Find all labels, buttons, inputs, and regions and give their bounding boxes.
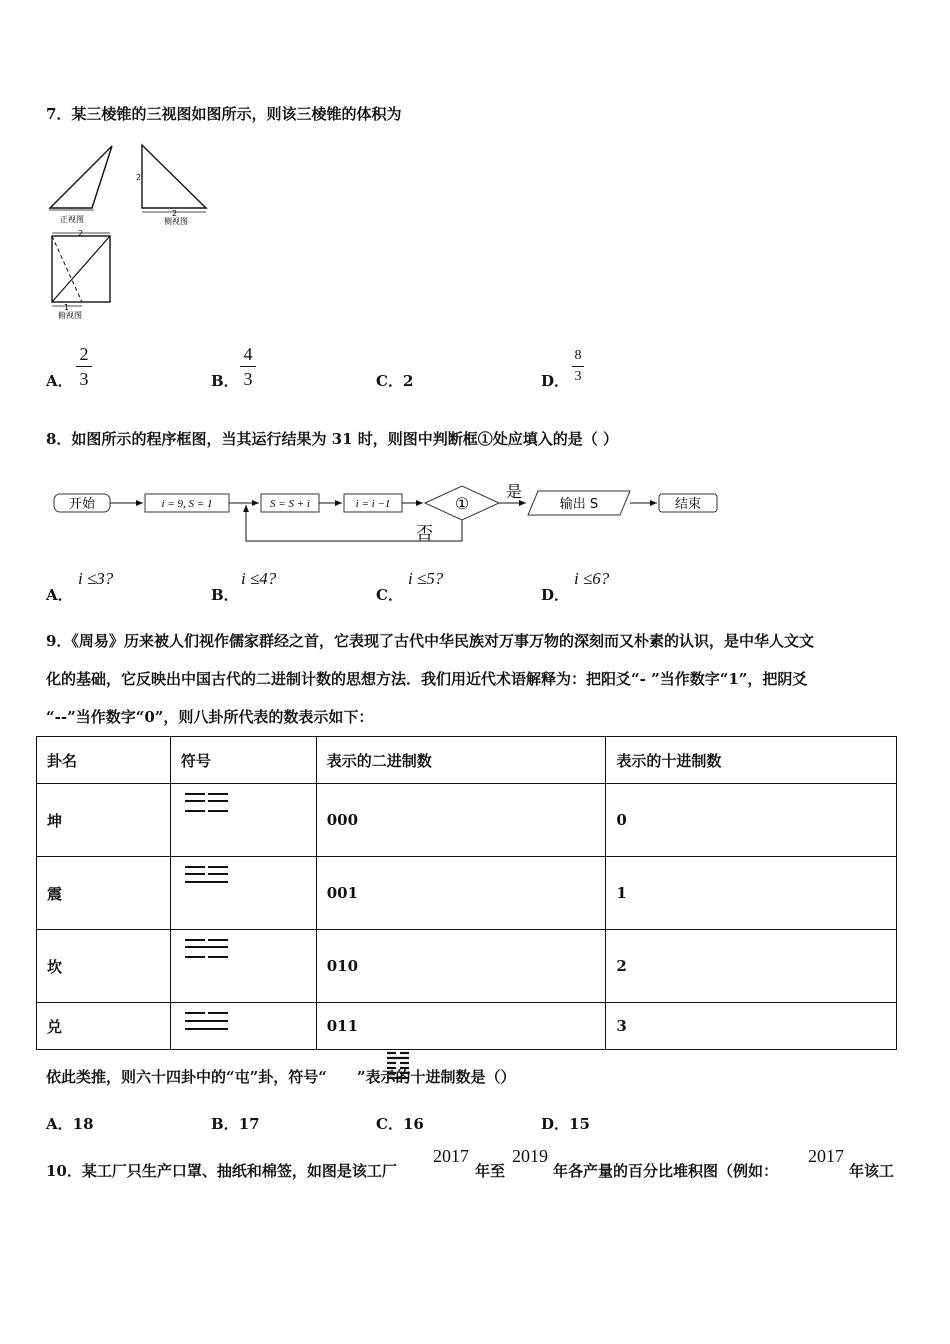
q9-follow-b: ”表示的十进制数是（）: [356, 1068, 516, 1086]
q8-option-d-text: i ≤6?: [574, 569, 610, 588]
trigram-decimal: 1: [606, 857, 897, 930]
flow-no-label: 否: [416, 524, 433, 544]
table-row: [37, 930, 897, 1003]
q7-stem: 7．某三棱锥的三视图如图所示，则该三棱锥的体积为: [46, 105, 402, 123]
side-view-triangle: [142, 145, 206, 208]
flow-output-label: 输出 S: [559, 497, 599, 512]
q7-three-views-figure: [44, 140, 224, 325]
q7-option-b-den: 3: [243, 369, 253, 389]
q7-option-b-letter: B．: [211, 372, 239, 390]
trigram-symbol-cell: [170, 857, 316, 930]
trigram-name: 震: [37, 857, 171, 930]
front-view-label: 正视图: [60, 215, 84, 224]
q7-option-d-fraction: [572, 348, 584, 385]
flow-start-label: 开始: [68, 497, 96, 512]
q7-option-c-text: 2: [402, 372, 414, 390]
table-header-cell: 卦名: [37, 737, 171, 784]
side-view-dim-2: 2: [136, 173, 142, 182]
q7-option-b-fraction: [240, 344, 256, 389]
zhen-trigram-symbol: [181, 863, 227, 903]
q9-follow-a: 依此类推，则六十四卦中的“屯”卦，符号“: [46, 1068, 327, 1086]
table-row: [37, 857, 897, 930]
trigram-symbol-cell: [170, 784, 316, 857]
q9-option-a-text: 18: [72, 1115, 94, 1133]
kun-trigram-symbol: [181, 790, 227, 830]
trigram-name: 坎: [37, 930, 171, 1003]
q10-year-2: 2019: [512, 1146, 548, 1166]
q9-option-a: [46, 1113, 94, 1134]
top-view-dim-2: 2: [78, 229, 84, 238]
q10-part-3: 年各产量的百分比堆积图（例如：: [553, 1162, 779, 1180]
trigram-binary: 011: [316, 1003, 606, 1050]
q9-option-d: [541, 1113, 590, 1134]
side-view-label: 侧视图: [164, 217, 188, 226]
zhun-hexagram-symbol: [386, 1050, 410, 1084]
flow-yes-label: 是: [506, 482, 523, 501]
kan-trigram-symbol: [181, 936, 227, 976]
q7-option-a-letter: A．: [46, 372, 73, 390]
q8-option-d-letter: D．: [541, 586, 570, 604]
q8-option-b-text: i ≤4?: [241, 569, 277, 588]
trigram-decimal: 2: [606, 930, 897, 1003]
trigram-binary: 001: [316, 857, 606, 930]
q10-year-3: 2017: [808, 1146, 844, 1166]
q9-line-2: 化的基础，它反映出中国古代的二进制计数的思想方法．我们用近代术语解释为：把阳爻“- ”当作数字“1”，把阴爻: [46, 670, 808, 688]
q9-option-c-letter: C．: [376, 1115, 403, 1133]
q9-option-c: [376, 1113, 424, 1134]
q9-option-d-text: 15: [569, 1115, 590, 1133]
q8-option-c-letter: C．: [376, 586, 403, 604]
table-row: [37, 1003, 897, 1050]
q7-option-b-num: 4: [243, 344, 253, 364]
q9-option-b-text: 17: [238, 1115, 260, 1133]
flow-update-i-label: i = i −1: [355, 498, 391, 510]
q9-line-1: 9．《周易》历来被人们视作儒家群经之首，它表现了古代中华民族对万事万物的深刻而又朴素的认识，是中华人文文: [46, 632, 814, 650]
trigram-name: 兑: [37, 1003, 171, 1050]
flow-update-s-label: S = S + i: [270, 498, 310, 510]
q7-option-c-letter: C．: [376, 372, 403, 390]
q9-option-b-letter: B．: [211, 1115, 239, 1133]
flow-init-label: i = 9, S = 1: [161, 498, 213, 510]
trigram-binary: 010: [316, 930, 606, 1003]
top-view-label: 俯视图: [58, 311, 82, 320]
q7-option-d-num: 8: [574, 348, 582, 363]
q10-part-4: 年该工: [849, 1162, 895, 1180]
q7-option-d-letter: D．: [541, 372, 570, 390]
q8-flowchart: [50, 480, 730, 546]
q9-option-d-letter: D．: [541, 1115, 570, 1133]
q10-year-1: 2017: [433, 1146, 469, 1166]
trigram-symbol-cell: [170, 930, 316, 1003]
q8-option-b-letter: B．: [211, 586, 239, 604]
trigram-symbol-cell: [170, 1003, 316, 1050]
flow-condition-label: ①: [454, 494, 470, 513]
dui-trigram-symbol: [181, 1009, 227, 1049]
trigram-binary: 000: [316, 784, 606, 857]
trigram-name: 坤: [37, 784, 171, 857]
q7-option-d-den: 3: [574, 369, 582, 384]
table-header-cell: 表示的十进制数: [606, 737, 897, 784]
q7-option-a-num: 2: [79, 344, 89, 364]
q7-option-a-den: 3: [79, 369, 89, 389]
q8-stem: 8．如图所示的程序框图，当其运行结果为 31 时，则图中判断框①处应填入的是（ ）: [46, 430, 618, 448]
q8-option-a-text: i ≤3?: [78, 569, 114, 588]
front-view-triangle: [50, 146, 112, 208]
table-header-row: [37, 737, 897, 784]
q9-option-b: [211, 1113, 260, 1134]
flow-end-label: 结束: [674, 497, 702, 512]
q7-option-c: [376, 370, 413, 391]
table-row: [37, 784, 897, 857]
q9-option-a-letter: A．: [46, 1115, 73, 1133]
q9-option-c-text: 16: [402, 1115, 424, 1133]
table-header-cell: 表示的二进制数: [316, 737, 606, 784]
table-header-cell: 符号: [170, 737, 316, 784]
q7-option-a-fraction: [76, 344, 92, 389]
q10-part-2: 年至: [475, 1162, 506, 1180]
q8-option-c-text: i ≤5?: [408, 569, 444, 588]
q10-part-1: 10．某工厂只生产口罩、抽纸和棉签，如图是该工厂: [46, 1162, 397, 1180]
q9-line-3: “--”当作数字“0”，则八卦所代表的数表示如下：: [46, 708, 374, 726]
trigram-decimal: 0: [606, 784, 897, 857]
q8-option-a-letter: A．: [46, 586, 73, 604]
q9-follow-up: [46, 1066, 516, 1087]
trigram-decimal: 3: [606, 1003, 897, 1050]
side-view-dim-2b: 2: [172, 209, 178, 218]
top-view-dim-1: 1: [64, 303, 70, 312]
bagua-table: [36, 736, 897, 1050]
